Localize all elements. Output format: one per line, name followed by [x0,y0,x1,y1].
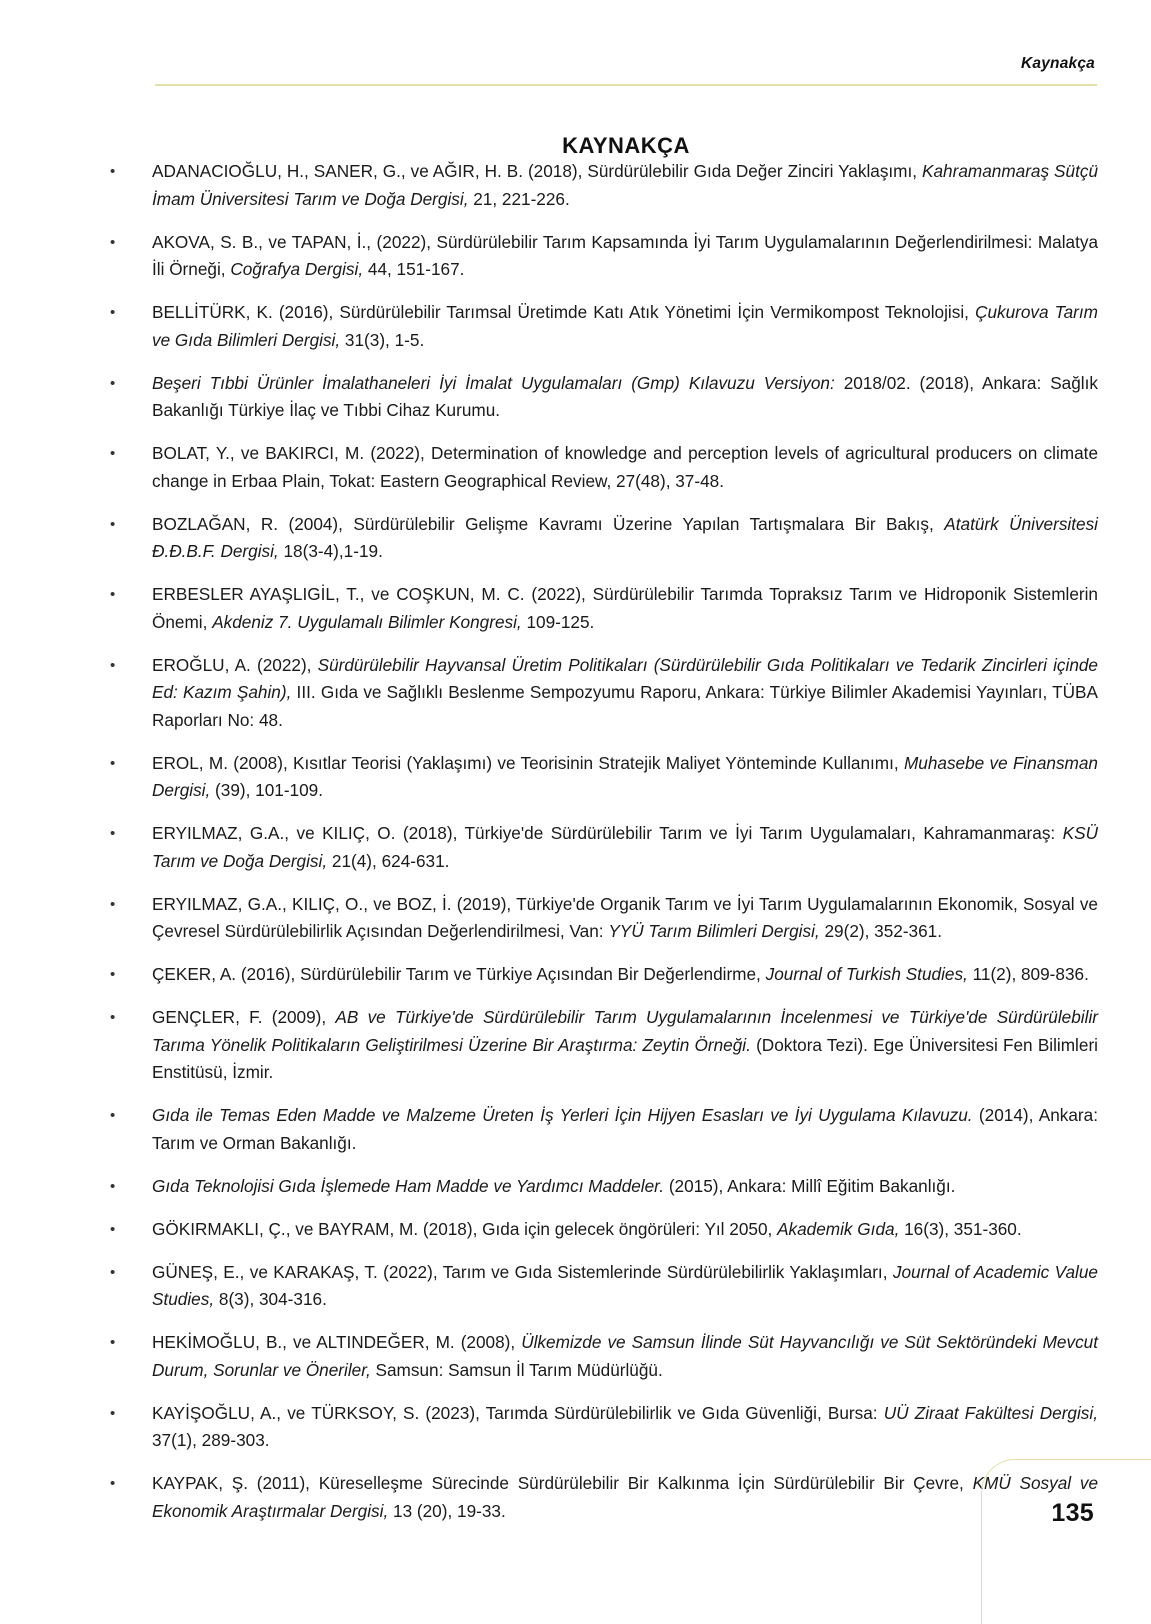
reference-text-segment: (2015), Ankara: Millî Eğitim Bakanlığı. [664,1175,956,1196]
reference-text-segment: ERYILMAZ, G.A., KILIÇ, O., ve BOZ, İ. (2019), Türkiye'de Organik Tarım ve İyi Tarım Uygulamalarının Ekonomik, Sosyal ve Çevresel Sürdürülebilirlik Açısından Değerlendirilmesi, Van: [152,893,1098,941]
reference-text-segment: EROL, M. (2008), Kısıtlar Teorisi (Yaklaşımı) ve Teorisinin Stratejik Maliyet Yönteminde Kullanımı, [152,752,904,773]
header-rule [155,84,1097,86]
reference-text-segment: BOZLAĞAN, R. (2004), Sürdürülebilir Gelişme Kavramı Üzerine Yapılan Tartışmalara Bir Bakış, [152,513,945,534]
reference-text [152,158,1098,213]
page-title: KAYNAKÇA [562,132,690,158]
reference-entry [108,1259,1098,1314]
bullet-icon: • [110,1404,116,1422]
reference-text [152,1470,1098,1525]
bullet-icon: • [110,1220,116,1238]
reference-text-segment: (2014), Ankara: Tarım ve Orman Bakanlığı. [152,1105,1098,1153]
bullet-icon: • [110,825,116,842]
reference-list [108,158,1098,1541]
reference-entry [108,511,1098,566]
bullet-icon: • [110,304,116,321]
reference-title-italic: Muhasebe ve Finansman Dergisi, [152,752,1098,800]
reference-text-segment: 31(3), 1-5. [340,329,425,350]
reference-text-segment: 2018/02. (2018), Ankara: Sağlık Bakanlığı Türkiye İlaç ve Tıbbi Cihaz Kurumu. [152,372,1098,420]
reference-title-italic: Gıda ile Temas Eden Madde ve Malzeme Üreten İş Yerleri İçin Hijyen Esasları ve İyi Uygulama Kılavuzu. [152,1105,973,1125]
reference-text-segment: 44, 151-167. [363,259,465,279]
reference-text [152,820,1098,875]
reference-text [152,511,1098,566]
reference-entry [108,891,1098,946]
reference-title-italic: Ülkemizde ve Samsun İlinde Süt Hayvancılığı ve Süt Sektöründeki Mevcut Durum, Sorunlar ve Öneriler, [152,1332,1098,1380]
reference-text-segment: AKOVA, S. B., ve TAPAN, İ., (2022), Sürdürülebilir Tarım Kapsamında İyi Tarım Uygulamalarının Değerlendirilmesi: Malatya İli Örneği, [152,231,1098,279]
running-header: Kaynakça [1021,55,1095,72]
reference-title-italic: Beşeri Tıbbi Ürünler İmalathaneleri İyi İmalat Uygulamaları (Gmp) Kılavuzu Versiyon: [152,372,835,393]
reference-entry [108,1004,1098,1087]
reference-text-segment: 16(3), 351-360. [899,1218,1022,1239]
reference-title-italic: AB ve Türkiye'de Sürdürülebilir Tarım Uygulamalarının İncelenmesi ve Türkiye'de Sürdürülebilir Tarıma Yönelik Politikaların Geliştirilmesi Üzerine Bir Araştırma: Zeytin Örneği. [152,1007,1098,1055]
reference-title-italic: UÜ Ziraat Fakültesi Dergisi, [883,1402,1098,1423]
bullet-icon: • [110,656,116,674]
reference-text-segment: BOLAT, Y., ve BAKIRCI, M. (2022), Determination of knowledge and perception levels of agricultural producers on climate change in Erbaa Plain, Tokat: Eastern Geographical Review, 27(48), 37-48. [152,443,1098,491]
reference-text-segment: Samsun: Samsun İl Tarım Müdürlüğü. [370,1359,663,1380]
decorative-corner-frame [981,1459,1151,1624]
reference-title-italic: Journal of Academic Value Studies, [152,1261,1098,1309]
reference-text-segment: 21(4), 624-631. [327,850,450,871]
reference-entry [108,229,1098,284]
reference-text [152,1173,1098,1201]
reference-text [152,750,1098,805]
reference-entry [108,1329,1098,1384]
reference-title-italic: YYÜ Tarım Bilimleri Dergisi, [608,921,820,941]
bullet-icon: • [110,233,116,251]
reference-text-segment: 18(3-4),1-19. [278,541,383,561]
reference-text [152,1102,1098,1157]
reference-text-segment: BELLİTÜRK, K. (2016), Sürdürülebilir Tarımsal Üretimde Katı Atık Yönetimi İçin Vermikompost Teknolojisi, [152,302,976,322]
reference-text-segment: 11(2), 809-836. [967,964,1089,984]
reference-entry [108,1173,1098,1201]
reference-text [152,581,1098,636]
bullet-icon: • [110,1107,116,1124]
reference-entry [108,1470,1098,1525]
reference-text-segment: KAYİŞOĞLU, A., ve TÜRKSOY, S. (2023), Tarımda Sürdürülebilirlik ve Gıda Güvenliği, Bursa: [152,1402,884,1423]
reference-entry [108,1400,1098,1455]
reference-entry [108,440,1098,495]
reference-title-italic: Atatürk Üniversitesi Đ.Đ.B.F. Dergisi, [152,513,1098,561]
reference-entry [108,820,1098,875]
reference-text-segment: 29(2), 352-361. [819,921,943,941]
reference-text-segment: 37(1), 289-303. [152,1430,270,1450]
reference-text [152,299,1098,354]
reference-text-segment: ÇEKER, A. (2016), Sürdürülebilir Tarım ve Türkiye Açısından Bir Değerlendirme, [152,964,766,984]
reference-text [152,1216,1098,1244]
reference-text-segment: HEKİMOĞLU, B., ve ALTINDEĞER, M. (2008), [152,1332,522,1352]
bullet-icon: • [110,895,116,913]
bullet-icon: • [110,586,116,603]
reference-text-segment: 109-125. [521,611,595,632]
reference-text-segment: ERBESLER AYAŞLIGİL, T., ve COŞKUN, M. C. (2022), Sürdürülebilir Tarımda Topraksız Tarım ve Hidroponik Sistemlerin Önemi, [152,584,1098,632]
reference-title-italic: Gıda Teknolojisi Gıda İşlemede Ham Madde ve Yardımcı Maddeler. [152,1175,665,1196]
reference-entry [108,750,1098,805]
reference-entry [108,299,1098,354]
bullet-icon: • [110,163,116,180]
reference-text [152,229,1098,284]
reference-text [152,1259,1098,1314]
bullet-icon: • [110,515,116,533]
reference-text [152,1329,1098,1384]
reference-title-italic: Akdeniz 7. Uygulamalı Bilimler Kongresi, [212,611,522,632]
reference-title-italic: KMÜ Sosyal ve Ekonomik Araştırmalar Dergisi, [152,1473,1099,1521]
reference-entry [108,652,1098,735]
reference-text-segment: ERYILMAZ, G.A., ve KILIÇ, O. (2018), Türkiye'de Sürdürülebilir Tarım ve İyi Tarım Uygulamaları, Kahramanmaraş: [152,823,1063,843]
reference-text [152,1400,1098,1455]
reference-text [152,440,1098,495]
reference-text-segment: GENÇLER, F. (2009), [152,1007,336,1027]
reference-entry [108,1102,1098,1157]
reference-text [152,891,1098,946]
reference-text-segment: 8(3), 304-316. [214,1289,327,1309]
reference-text-segment: III. Gıda ve Sağlıklı Beslenme Sempozyumu Raporu, Ankara: Türkiye Bilimler Akademisi Yayınları, TÜBA Raporları No: 48. [152,682,1098,730]
reference-entry [108,370,1098,425]
reference-text [152,370,1098,425]
bullet-icon: • [110,1263,116,1281]
reference-text-segment: 21, 221-226. [468,188,570,209]
reference-title-italic: Kahramanmaraş Sütçü İmam Üniversitesi Tarım ve Doğa Dergisi, [152,161,1099,209]
reference-entry [108,1216,1098,1244]
reference-text-segment: ADANACIOĞLU, H., SANER, G., ve AĞIR, H. B. (2018), Sürdürülebilir Gıda Değer Zinciri Yaklaşımı, [152,161,923,181]
reference-title-italic: Sürdürülebilir Hayvansal Üretim Politikaları (Sürdürülebilir Gıda Politikaları ve Tedarik Zincirleri içinde Ed: Kazım Şahin), [152,654,1098,702]
reference-entry [108,581,1098,636]
reference-text [152,961,1098,989]
reference-text-segment: GÜNEŞ, E., ve KARAKAŞ, T. (2022), Tarım ve Gıda Sistemlerinde Sürdürülebilirlik Yaklaşımları, [152,1261,893,1282]
reference-text-segment: (39), 101-109. [210,780,324,800]
reference-title-italic: Journal of Turkish Studies, [765,964,968,984]
bullet-icon: • [110,1177,116,1195]
bullet-icon: • [110,1475,116,1492]
bullet-icon: • [110,445,116,462]
reference-text-segment: (Doktora Tezi). Ege Üniversitesi Fen Bilimleri Enstitüsü, İzmir. [152,1034,1098,1082]
page-number: 135 [1051,1499,1094,1527]
bullet-icon: • [110,754,116,772]
reference-title-italic: Çukurova Tarım ve Gıda Bilimleri Dergisi, [152,302,1098,350]
bullet-icon: • [110,1334,116,1351]
reference-title-italic: Coğrafya Dergisi, [230,259,364,279]
bullet-icon: • [110,374,116,392]
reference-entry [108,158,1098,213]
bullet-icon: • [110,966,116,983]
reference-text-segment: EROĞLU, A. (2022), [152,654,318,675]
bullet-icon: • [110,1009,116,1026]
reference-entry [108,961,1098,989]
reference-text-segment: GÖKIRMAKLI, Ç., ve BAYRAM, M. (2018), Gıda için gelecek öngörüleri: Yıl 2050, [152,1218,778,1239]
reference-text-segment: 13 (20), 19-33. [388,1500,506,1521]
reference-text [152,652,1098,735]
reference-title-italic: Akademik Gıda, [777,1218,900,1239]
reference-text-segment: KAYPAK, Ş. (2011), Küreselleşme Sürecinde Sürdürülebilir Bir Kalkınma İçin Sürdürülebilir Bir Çevre, [152,1473,973,1493]
reference-title-italic: KSÜ Tarım ve Doğa Dergisi, [152,823,1098,871]
reference-text [152,1004,1098,1087]
